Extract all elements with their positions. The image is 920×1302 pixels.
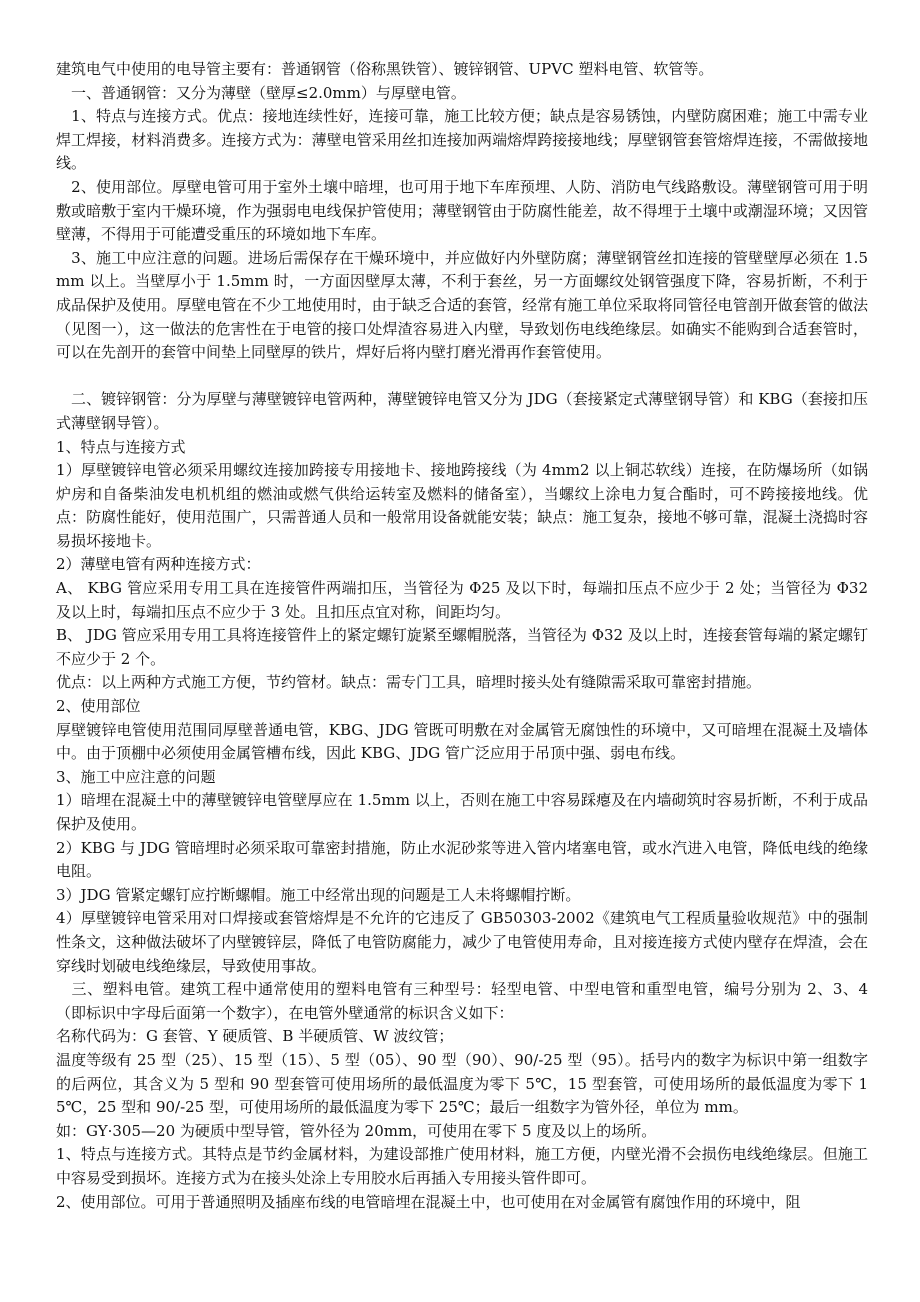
section-heading-plastic-conduit: 三、塑料电管。建筑工程中通常使用的塑料电管有三种型号：轻型电管、中型电管和重型电管，编号分别为 2、3、4（即标识中字母后面第一个数字），在电管外壁通常的标识含义如下： [56,980,868,1022]
document-body [56,58,868,1214]
paragraph-example: 如：GY·305—20 为硬质中型导管，管外径为 20mm，可使用在零下 5 度及以上的场所。 [56,1121,657,1140]
section-heading-ordinary-steel: 一、普通钢管：又分为薄壁（壁厚≤2.0mm）与厚壁电管。 [56,83,466,102]
paragraph-pros-cons: 优点：以上两种方式施工方便，节约管材。缺点：需专门工具，暗埋时接头处有缝隙需采取可靠密封措施。 [56,673,762,692]
paragraph-jdg: B、 JDG 管应采用专用工具将连接管件上的紧定螺钉旋紧至螺帽脱落，当管径为 Φ32 及以上时，连接套管每端的紧定螺钉不应少于 2 个。 [56,626,868,668]
paragraph-issue-4: 4）厚壁镀锌电管采用对口焊接或套管熔焊是不允许的它违反了 GB50303-2002《建筑电气工程质量验收规范》中的强制性条文，这种做法破坏了内壁镀锌层，降低了电管防腐能力，减少了电管使用寿命，且对接连接方式使内壁存在焊渣，会在穿线时划破电线绝缘层，导致使用事故。 [56,909,868,975]
paragraph-construction-notes: 3、施工中应注意的问题。进场后需保存在干燥环境中，并应做好内外壁防腐；薄壁钢管丝扣连接的管壁壁厚必须在 1.5mm 以上。当壁厚小于 1.5mm 时，一方面因壁厚太薄，不利于套丝，另一方面螺纹处钢管强度下降，容易折断，不利于成品保护及使用。厚壁电管在不少工地使用时，由于缺乏合适的套管，经常有施工单位采取将同管径电管剖开做套管的做法（见图一），这一做法的危害性在于电管的接口处焊渣容易进入内壁，导致划伤电线绝缘层。如确实不能购到合适套管时，可以在先剖开的套管中间垫上同壁厚的铁片，焊好后将内壁打磨光滑再作套管使用。 [56,248,868,362]
paragraph-usage-locations: 2、使用部位。厚壁电管可用于室外土壤中暗埋，也可用于地下车库预埋、人防、消防电气线路敷设。薄壁钢管可用于明敷或暗敷于室内干燥环境，作为强弱电电线保护管使用；薄壁钢管由于防腐性能差，故不得埋于土壤中或潮湿环境；又因管壁薄，不得用于可能遭受重压的环境如地下车库。 [56,177,868,244]
paragraph-temperature-grades: 温度等级有 25 型（25）、15 型（15）、5 型（05）、90 型（90）、90/-25 型（95）。括号内的数字为标识中第一组数字的后两位，其含义为 5 型和 90 型套管可使用场所的最低温度为零下 5℃，15 型套管，可使用场所的最低温度为零下 15℃，25 型和 90/-25 型，可使用场所的最低温度为零下 25℃；最后一组数字为管外径，单位为 mm。 [56,1050,868,1117]
subheading-construction-issues: 3、施工中应注意的问题 [56,767,216,786]
paragraph-issue-2: 2）KBG 与 JDG 管暗埋时必须采取可靠密封措施，防止水泥砂浆等进入管内堵塞电管，或水汽进入电管，降低电线的绝缘电阻。 [56,838,868,881]
paragraph-galvanized-usage: 厚壁镀锌电管使用范围同厚壁普通电管，KBG、JDG 管既可明敷在对金属管无腐蚀性的环境中，又可暗埋在混凝土及墙体中。由于顶棚中必须使用金属管槽布线，因此 KBG、JDG 管广泛应用于吊顶中强、弱电布线。 [56,720,868,763]
paragraph-issue-3: 3）JDG 管紧定螺钉应拧断螺帽。施工中经常出现的问题是工人未将螺帽拧断。 [56,885,581,904]
paragraph-plastic-usage: 2、使用部位。可用于普通照明及插座布线的电管暗埋在混凝土中，也可使用在对金属管有腐蚀作用的环境中，阻 [56,1192,801,1211]
paragraph-name-codes: 名称代码为：G 套管、Y 硬质管、B 半硬质管、W 波纹管； [56,1027,454,1046]
paragraph-thick-galvanized: 1）厚壁镀锌电管必须采用螺纹连接加跨接专用接地卡、接地跨接线（为 4mm2 以上铜芯软线）连接，在防爆场所（如锅炉房和自备柴油发电机机组的燃油或燃气供给运转室及燃料的储备室），当螺纹上涂电力复合酯时，可不跨接接地线。优点：防腐性能好，使用范围广，只需普通人员和一般常用设备就能安装；缺点：施工复杂，接地不够可靠，混凝土浇捣时容易损坏接地卡。 [56,461,868,550]
blank-line [56,365,868,389]
subheading-features-connection: 1、特点与连接方式 [56,437,186,456]
paragraph-kbg: A、 KBG 管应采用专用工具在连接管件两端扣压，当管径为 Φ25 及以下时，每端扣压点不应少于 2 处；当管径为 Φ32 及以上时，每端扣压点不应少于 3 处。且扣压点宜对称，间距均匀。 [56,579,868,621]
paragraph-thin-connection-intro: 2）薄壁电管有两种连接方式： [56,555,261,574]
paragraph-issue-1: 1）暗埋在混凝土中的薄壁镀锌电管壁厚应在 1.5mm 以上，否则在施工中容易踩瘪及在内墙砌筑时容易折断，不利于成品保护及使用。 [56,791,868,833]
paragraph-plastic-features: 1、特点与连接方式。其特点是节约金属材料，为建设部推广使用材料，施工方便，内壁光滑不会损伤电线绝缘层。但施工中容易受到损坏。连接方式为在接头处涂上专用胶水后再插入专用接头管件即可。 [56,1145,868,1187]
subheading-usage: 2、使用部位 [56,697,141,716]
intro-paragraph: 建筑电气中使用的电导管主要有：普通钢管（俗称黑铁管）、镀锌钢管、UPVC 塑料电管、软管等。 [56,60,714,78]
paragraph-features-connection: 1、特点与连接方式。优点：接地连续性好，连接可靠，施工比较方便；缺点是容易锈蚀，内壁防腐困难；施工中需专业焊工焊接，材料消费多。连接方式为：薄壁电管采用丝扣连接加两端熔焊跨接接地线；厚壁钢管套管熔焊连接，不需做接地线。 [56,107,868,173]
section-heading-galvanized-steel: 二、镀锌钢管：分为厚壁与薄壁镀锌电管两种，薄壁镀锌电管又分为 JDG（套接紧定式薄壁钢导管）和 KBG（套接扣压式薄壁钢导管）。 [56,390,868,432]
